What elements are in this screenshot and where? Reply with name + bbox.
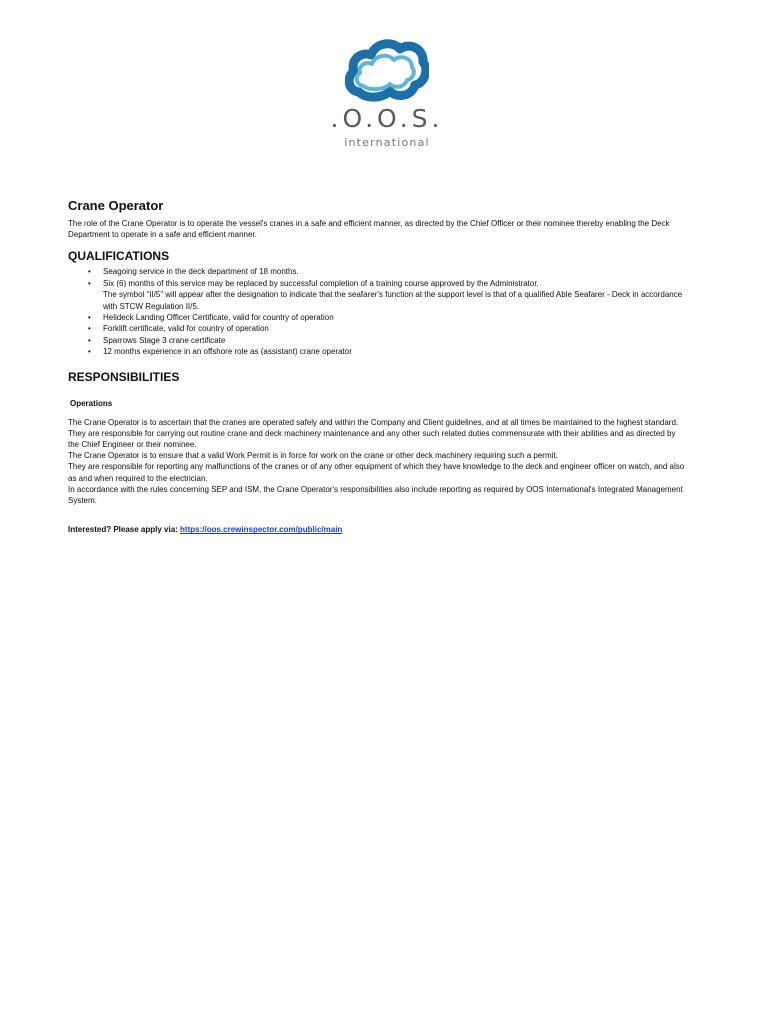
apply-label: Interested? Please apply via: [68, 525, 181, 535]
responsibility-paragraph: The Crane Operator is to ascertain that the cranes are operated safely and within the Company and Client guidelines, and at all times be maintained to the highest standard. [68, 417, 679, 427]
list-item-note: The symbol “II/5” will appear after the designation to indicate that the seafarer's function at the support level is that of a qualified Able Seafarer - Deck in accordance with STCW Regulation II/5. [103, 290, 683, 311]
company-logo [316, 30, 458, 152]
responsibilities-heading: RESPONSIBILITIES [68, 369, 180, 384]
logo-wordmark: .O.O.S. [330, 104, 444, 133]
responsibility-paragraph: In accordance with the rules concerning SEP and ISM, the Crane Operator's responsibilities also include reporting as required by OOS International's Integrated Management System. [68, 484, 683, 506]
responsibility-paragraph: They are responsible for reporting any malfunctions of the cranes or of any other equipment of which they have knowledge to the deck and engineer officer on watch, and also as and when required to the electrician. [68, 462, 685, 483]
responsibility-paragraph: They are responsible for carrying out routine crane and deck machinery maintenance and any other such related duties commensurate with their abilities and as directed by the Chief Engineer or their nominee. [68, 428, 676, 450]
list-item-text: Seagoing service in the deck department of 18 months. [103, 267, 299, 277]
apply-line [68, 524, 688, 535]
list-item [68, 346, 688, 357]
responsibility-paragraph: The Crane Operator is to ensure that a valid Work Permit is in force for work on the crane or other deck machinery requiring such a permit. [68, 451, 558, 461]
qualifications-heading: QUALIFICATIONS [68, 249, 170, 264]
logo-subtitle: international [344, 136, 430, 149]
document-body [68, 198, 688, 535]
apply-link[interactable]: https://oos.crewinspector.com/public/main [180, 525, 343, 535]
list-item-text: Six (6) months of this service may be replaced by successful completion of a training course approved by the Administrator. [103, 278, 539, 288]
bullet-icon: • [88, 278, 91, 288]
list-item [68, 335, 688, 346]
bullet-icon: • [88, 324, 91, 334]
list-item-text: Helideck Landing Officer Certificate, valid for country of operation [103, 313, 334, 323]
operations-subheading: Operations [70, 398, 113, 408]
qualifications-list [68, 266, 688, 357]
intro-paragraph: The role of the Crane Operator is to operate the vessel's cranes in a safe and efficient manner, as directed by the Chief Officer or their nominee thereby enabling the Deck Department to operate in a safe and efficient manner. [68, 219, 670, 240]
list-item-text: Forklift certificate, valid for country of operation [103, 324, 269, 334]
bullet-icon: • [88, 267, 91, 277]
cloud-icon [345, 36, 429, 102]
bullet-icon: • [88, 335, 91, 345]
list-item [68, 312, 688, 323]
list-item [68, 323, 688, 334]
bullet-icon: • [88, 347, 91, 357]
list-item [68, 266, 688, 277]
bullet-icon: • [88, 313, 91, 323]
page-title: Crane Operator [68, 198, 164, 213]
list-item [68, 278, 688, 312]
list-item-text: 12 months experience in an offshore role as (assistant) crane operator [103, 347, 352, 357]
list-item-text: Sparrows Stage 3 crane certificate [103, 335, 226, 345]
